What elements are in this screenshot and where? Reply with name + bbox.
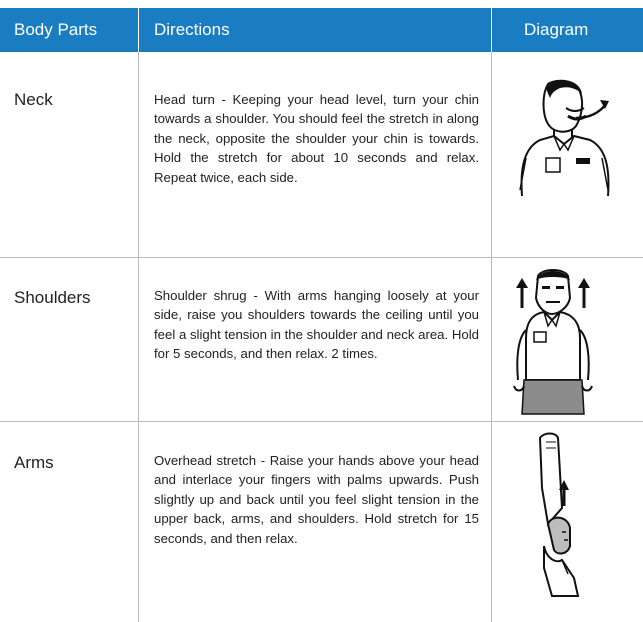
head-turn-illustration	[510, 78, 620, 198]
row-neck-part: Neck	[14, 90, 53, 109]
table-header	[0, 8, 643, 52]
header-body-parts: Body Parts	[14, 20, 98, 39]
overhead-stretch-illustration	[534, 428, 594, 598]
header-divider	[491, 8, 492, 52]
row-neck-direction: Head turn - Keeping your head level, turn your chin towards a shoulder. You should feel the stretch in along the neck, opposite the shoulder your chin is towards. Hold the stretch for about 10 seconds and relax. Repeat twice, each side.	[154, 92, 479, 185]
row-divider	[0, 421, 643, 422]
column-divider	[491, 52, 492, 622]
row-arms-part: Arms	[14, 453, 54, 472]
row-shoulders-part: Shoulders	[14, 288, 91, 307]
row-arms-direction: Overhead stretch - Raise your hands above your head and interlace your fingers with palms upwards. Push slightly up and back until you feel slight tension in the upper back, arms, and shoulders. Hold stretch for 15 seconds, and then relax.	[154, 453, 479, 546]
row-shoulders-direction: Shoulder shrug - With arms hanging loosely at your side, raise you shoulders towards the ceiling until you feel a slight tension in the shoulder and neck area. Hold for 5 seconds, and then relax. 2 times.	[154, 288, 479, 362]
header-diagram: Diagram	[524, 20, 589, 39]
header-divider	[138, 8, 139, 52]
shoulder-shrug-illustration	[512, 268, 602, 418]
header-directions: Directions	[154, 20, 230, 39]
row-divider	[0, 257, 643, 258]
column-divider	[138, 52, 139, 622]
